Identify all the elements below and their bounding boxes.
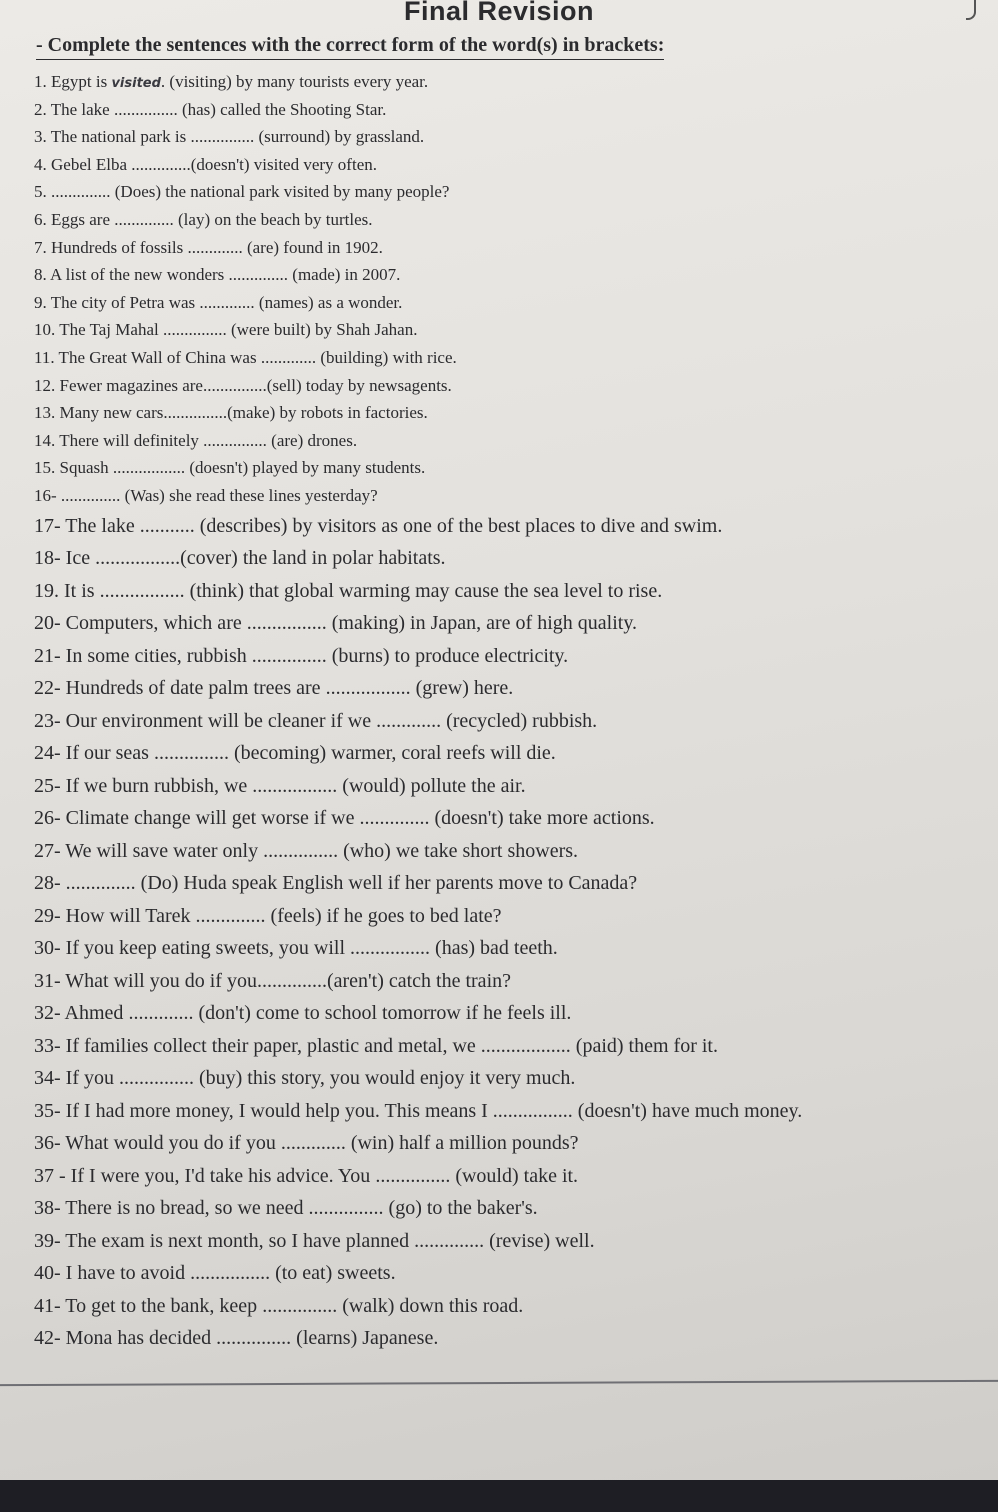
answer-blank[interactable]: ............... (262, 1294, 338, 1317)
sentence-end: (who) we take short showers. (338, 839, 579, 862)
exercise-item (34, 289, 802, 317)
answer-blank[interactable]: ............... (263, 839, 339, 862)
answer-blank[interactable]: ............... (163, 403, 228, 423)
exercise-item (34, 802, 802, 835)
sentence-end: (becoming) warmer, coral reefs will die. (228, 742, 556, 764)
answer-blank[interactable]: .............. (114, 209, 174, 229)
sentence-end: (win) half a million pounds? (345, 1132, 579, 1154)
sentence-end: (Do) Huda speak English well if her parents move to Canada? (135, 872, 638, 894)
sentence-start: 24- If our seas (34, 742, 154, 764)
sentence-end: (doesn't) take more actions. (429, 807, 655, 829)
sentence-start: 23- Our environment will be cleaner if we (34, 709, 377, 732)
sentence-end: (feels) if he goes to bed late? (265, 904, 502, 927)
answer-blank[interactable]: ............. (376, 709, 442, 732)
answer-blank[interactable]: ................ (190, 1262, 271, 1284)
sentence-start: 5. (34, 182, 51, 202)
sentence-start: 11. The Great Wall of China was (34, 347, 261, 367)
sentence-start: 32- Ahmed (34, 1002, 129, 1024)
exercise-item (34, 932, 802, 965)
answer-blank[interactable]: ............. (128, 1002, 194, 1024)
sentence-end: (are) drones. (266, 430, 358, 450)
sentence-end: (were built) by Shah Jahan. (226, 320, 418, 340)
sentence-start: 36- What would you do if you (34, 1132, 281, 1154)
answer-blank[interactable]: .............. (131, 154, 191, 174)
answer-blank[interactable]: ............... (113, 99, 178, 119)
exercise-item (34, 234, 802, 262)
sentence-start: 14. There will definitely (34, 430, 204, 450)
sentence-end: (cover) the land in polar habitats. (180, 547, 446, 569)
sentence-end: (would) pollute the air. (337, 774, 526, 797)
exercise-item (34, 1257, 802, 1290)
exercise-item (34, 68, 802, 96)
sentence-end: (surround) by grassland. (254, 127, 425, 147)
exercise-item (34, 607, 802, 640)
sentence-start: 40- I have to avoid (34, 1262, 191, 1284)
exercise-item (34, 1290, 802, 1323)
sentence-end: (describes) by visitors as one of the best places to dive and swim. (194, 514, 723, 537)
sentence-start: 21- In some cities, rubbish (34, 644, 252, 667)
answer-blank[interactable]: ................ (492, 1099, 573, 1122)
exercise-item (34, 900, 802, 933)
answer-blank[interactable]: ............... (190, 127, 255, 147)
answer-blank[interactable]: ............... (153, 742, 229, 764)
sentence-start: 2. The lake (34, 99, 114, 119)
exercise-item (34, 399, 802, 427)
sentence-end: (aren't) catch the train? (326, 969, 511, 992)
sentence-start: 33- If families collect their paper, plastic and metal, we (34, 1034, 481, 1057)
exercise-item (34, 965, 802, 998)
answer-blank[interactable]: .............. (359, 807, 430, 829)
sentence-end: (sell) today by newsagents. (266, 375, 452, 395)
sentence-start: 31- What will you do if you (34, 969, 257, 992)
sentence-end: (think) that global warming may cause the sea level to rise. (184, 579, 663, 602)
exercise-item (34, 178, 802, 206)
sentence-start: 25- If we burn rubbish, we (34, 774, 253, 797)
sentence-end: (doesn't) visited very often. (190, 154, 377, 174)
exercise-item (34, 510, 802, 543)
exercise-item (34, 1127, 802, 1160)
sentence-end: (burns) to produce electricity. (326, 644, 569, 667)
handwritten-answer: visited (111, 76, 161, 91)
sentence-end: (made) in 2007. (288, 265, 401, 285)
answer-blank[interactable]: ............... (216, 1327, 292, 1349)
sentence-start: 41- To get to the bank, keep (34, 1294, 263, 1317)
answer-blank[interactable]: ............... (308, 1197, 384, 1219)
sentence-start: 7. Hundreds of fossils (34, 237, 188, 257)
answer-blank[interactable]: ............... (203, 430, 267, 450)
answer-blank[interactable]: ........... (139, 514, 195, 537)
answer-blank[interactable]: ................. (112, 458, 186, 478)
answer-blank[interactable]: ............. (199, 292, 255, 312)
sentence-end: (paid) them for it. (570, 1034, 718, 1057)
sentence-end: (make) by robots in factories. (227, 403, 428, 423)
dark-background-strip (0, 1480, 998, 1512)
exercise-item (34, 96, 802, 124)
exercise-item (34, 372, 802, 400)
answer-blank[interactable]: .............. (51, 182, 111, 202)
answer-blank[interactable]: .............. (60, 485, 121, 505)
exercise-item (34, 1062, 802, 1095)
exercise-item (34, 770, 802, 803)
sentence-end: (names) as a wonder. (254, 292, 403, 312)
exercise-item (34, 261, 802, 289)
sentence-end: (learns) Japanese. (291, 1327, 439, 1349)
sentence-start: 1. Egypt is (34, 72, 112, 91)
page-title: Final Revision (403, 0, 595, 26)
sentence-start: 17- The lake (34, 514, 140, 537)
sentence-start: 19. It is (34, 579, 100, 602)
sentence-end: (doesn't) have much money. (572, 1099, 803, 1122)
sentence-start: 9. The city of Petra was (34, 292, 200, 312)
exercise-item (34, 835, 802, 868)
answer-blank[interactable]: .............. (65, 872, 136, 894)
exercise-item (34, 344, 802, 372)
answer-blank[interactable]: .................. (480, 1034, 571, 1057)
sentence-end: (building) with rice. (316, 347, 457, 367)
answer-blank[interactable]: .............. (256, 969, 327, 992)
sentence-start: 34- If you (34, 1067, 119, 1089)
exercise-item (34, 1192, 802, 1225)
sentence-start: 12. Fewer magazines are (34, 375, 203, 395)
sentence-end: (has) bad teeth. (430, 937, 558, 959)
sentence-end: (buy) this story, you would enjoy it very much. (193, 1067, 576, 1089)
exercise-item (34, 427, 802, 455)
answer-blank[interactable]: ............... (162, 320, 227, 340)
sentence-end: (to eat) sweets. (270, 1262, 396, 1284)
answer-blank[interactable]: ............... (251, 644, 327, 667)
sentence-start: 3. The national park is (34, 127, 191, 147)
exercise-item (34, 705, 802, 738)
sentence-start: 20- Computers, which are (34, 612, 247, 634)
exercise-item (34, 672, 802, 705)
sentence-end: (Does) the national park visited by many people? (110, 182, 450, 202)
sentence-end: (making) in Japan, are of high quality. (326, 612, 638, 634)
sentence-start: 22- Hundreds of date palm trees are (34, 677, 326, 699)
sentence-end: (lay) on the beach by turtles. (173, 209, 373, 229)
sentence-end: (grew) here. (410, 677, 514, 699)
answer-blank[interactable]: ............. (187, 237, 243, 257)
answer-blank[interactable]: ................. (325, 677, 411, 699)
sentence-start: 26- Climate change will get worse if we (34, 807, 360, 829)
answer-blank[interactable]: ................. (95, 547, 181, 569)
sentence-end: (doesn't) played by many students. (185, 458, 426, 478)
instruction-heading: - Complete the sentences with the correct form of the word(s) in brackets: (36, 34, 664, 60)
sentence-end: (has) called the Shooting Star. (177, 99, 387, 119)
answer-blank[interactable]: ............... (118, 1067, 194, 1089)
exercise-item (34, 737, 802, 770)
answer-blank[interactable]: .............. (195, 904, 266, 927)
sentence-end: (don't) come to school tomorrow if he feels ill. (193, 1002, 572, 1024)
answer-blank[interactable]: ................ (350, 937, 431, 959)
sentence-end: (walk) down this road. (337, 1294, 524, 1317)
sentence-end: (are) found in 1902. (242, 237, 383, 257)
exercise-item (34, 206, 802, 234)
sentence-start: 28- (34, 872, 66, 894)
sentence-start: 16- (34, 485, 61, 505)
answer-blank[interactable]: ............... (375, 1164, 451, 1187)
exercise-list (34, 68, 802, 1355)
answer-blank[interactable]: .............. (228, 265, 289, 285)
answer-blank[interactable]: ............... (202, 375, 267, 395)
sentence-start: 37 - If I were you, I'd take his advice. You (34, 1164, 376, 1187)
exercise-item (34, 1225, 802, 1258)
exercise-item (34, 151, 802, 179)
exercise-item (34, 454, 802, 482)
sentence-start: 35- If I had more money, I would help you. This means I (34, 1099, 493, 1122)
answer-blank[interactable]: ................. (252, 774, 338, 797)
sentence-end: (go) to the baker's. (383, 1197, 538, 1219)
sentence-start: 13. Many new cars (34, 403, 164, 423)
sentence-start: 4. Gebel Elba (34, 154, 132, 174)
sentence-start: 8. A list of the new wonders (34, 265, 229, 285)
exercise-item (34, 997, 802, 1030)
exercise-item (34, 867, 802, 900)
sentence-start: 10. The Taj Mahal (34, 320, 163, 340)
sentence-start: 39- The exam is next month, so I have planned (34, 1229, 415, 1252)
answer-blank[interactable]: .............. (414, 1229, 485, 1252)
exercise-item (34, 640, 802, 673)
sentence-start: 42- Mona has decided (34, 1327, 217, 1349)
sentence-start: 15. Squash (34, 458, 113, 478)
sentence-start: 38- There is no bread, so we need (34, 1197, 309, 1219)
sentence-start: 27- We will save water only (34, 839, 264, 862)
exercise-item (34, 123, 802, 151)
exercise-item (34, 316, 802, 344)
sentence-start: 29- How will Tarek (34, 904, 196, 927)
answer-blank[interactable]: ................. (99, 579, 185, 602)
answer-blank[interactable]: ............. (280, 1132, 346, 1154)
exercise-item (34, 1160, 802, 1193)
sentence-end: (recycled) rubbish. (441, 709, 598, 732)
exercise-item (34, 1030, 802, 1063)
exercise-item (34, 575, 802, 608)
answer-blank[interactable]: ............. (260, 347, 317, 367)
exercise-item (34, 1322, 802, 1355)
exercise-item (34, 482, 802, 510)
answer-blank[interactable]: ................ (246, 612, 327, 634)
sentence-end: (Was) she read these lines yesterday? (120, 485, 378, 505)
sentence-end: (would) take it. (450, 1164, 579, 1187)
sentence-start: 30- If you keep eating sweets, you will (34, 937, 351, 959)
sentence-start: 6. Eggs are (34, 209, 115, 229)
sentence-end: . (visiting) by many tourists every year. (160, 72, 429, 91)
exercise-item (34, 542, 802, 575)
sentence-end: (revise) well. (484, 1229, 595, 1252)
sentence-start: 18- Ice (34, 547, 96, 569)
exercise-item (34, 1095, 802, 1128)
